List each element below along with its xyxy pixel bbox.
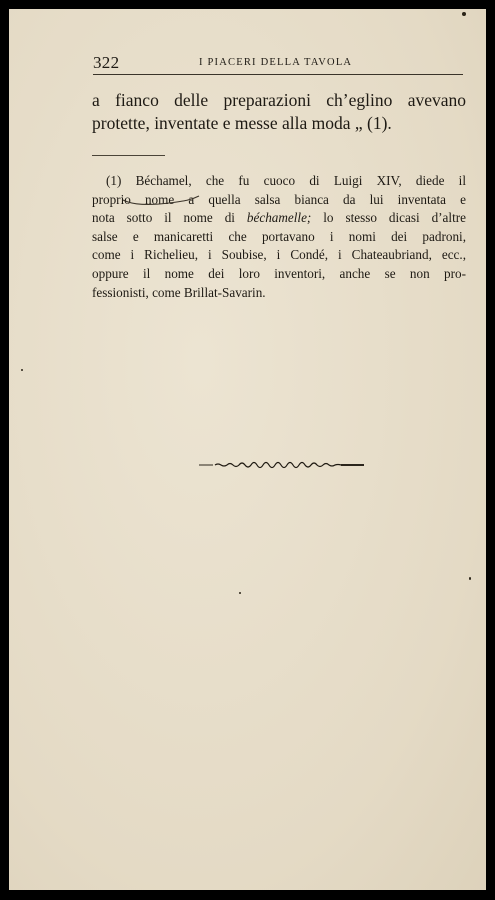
paper-speck	[469, 577, 471, 580]
body-line-1: a fianco delle preparazioni ch’eglino avevano	[92, 90, 466, 110]
footnote-line-6: oppure il nome dei loro inventori, anche se non pro-	[92, 265, 466, 281]
footnote	[92, 172, 466, 302]
footnote-line-7: fessionisti, come Brillat-Savarin.	[92, 284, 266, 300]
end-ornament	[199, 457, 364, 473]
page-header	[93, 53, 471, 73]
paper-speck	[239, 592, 241, 594]
footnote-line-3-suffix: lo stesso dicasi d’altre	[311, 210, 466, 226]
book-page	[9, 9, 486, 890]
page-number: 322	[93, 53, 120, 72]
paper-speck	[21, 369, 23, 371]
paper-speck	[462, 12, 466, 16]
footnote-line-3-prefix: nota sotto il nome di	[92, 210, 247, 226]
footnote-line-5: come i Richelieu, i Soubise, i Condé, i Chateaubriand, ecc.,	[92, 247, 466, 263]
header-rule	[93, 74, 463, 75]
body-paragraph	[92, 89, 466, 135]
footnote-line-2: proprio nome a quella salsa bianca da lui inventata e	[92, 191, 466, 207]
footnote-line-3	[92, 209, 466, 228]
footnote-line-4: salse e manicaretti che portavano i nomi dei padroni,	[92, 228, 466, 244]
body-line-2: protette, inventate e messe alla moda „ (1).	[92, 113, 392, 133]
footnote-italic-term: béchamelle;	[246, 210, 312, 226]
footnote-line-1: (1) Béchamel, che fu cuoco di Luigi XIV, diede il	[106, 173, 466, 188]
footnote-separator	[92, 155, 165, 156]
running-title: I PIACERI DELLA TAVOLA	[199, 57, 353, 68]
handwritten-underline	[121, 195, 201, 209]
